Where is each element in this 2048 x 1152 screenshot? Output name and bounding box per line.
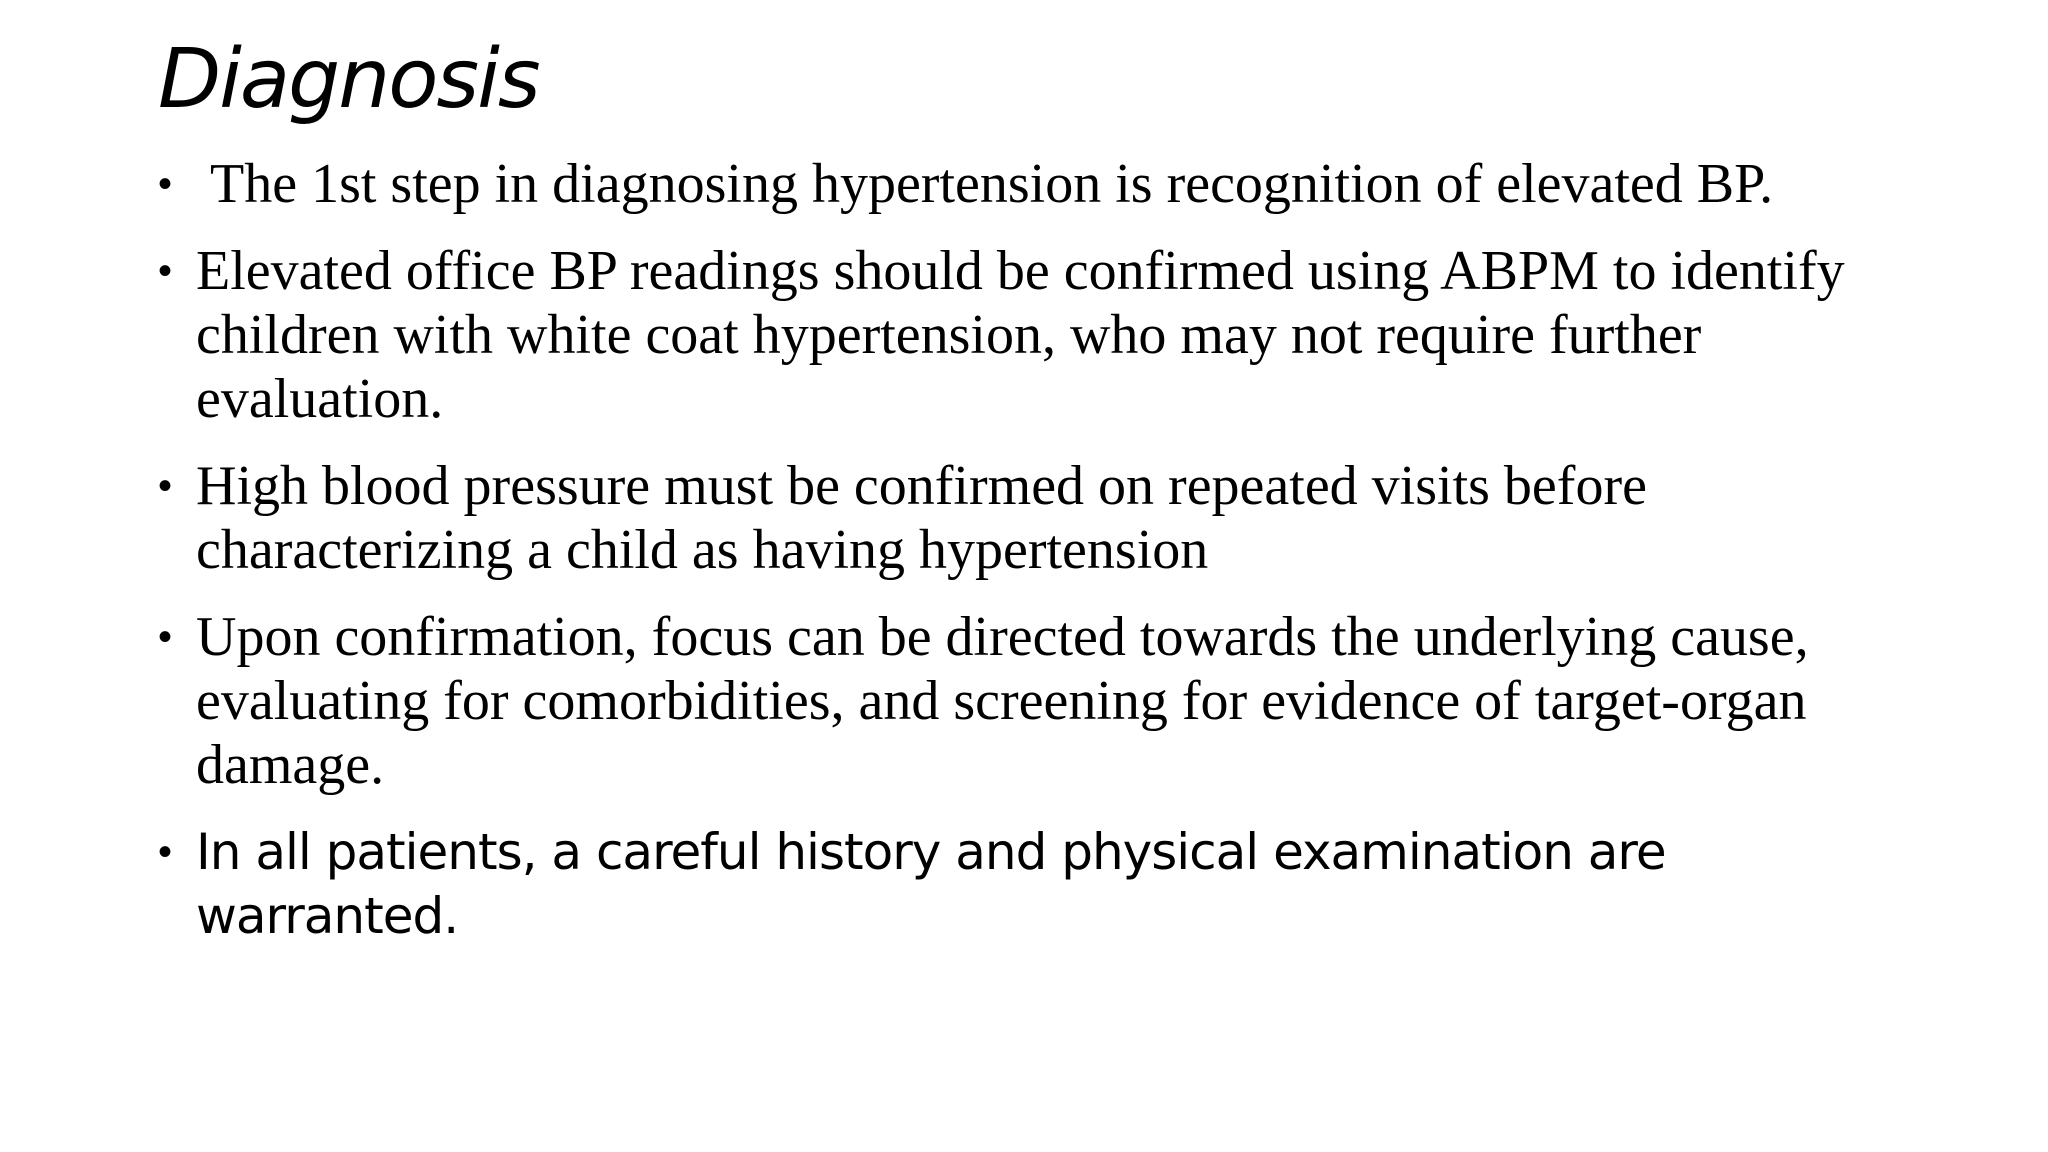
bullet-text: High blood pressure must be confirmed on repeated visits before characterizing a child as having hypertension [196, 455, 1647, 581]
bullet-dot-icon: • [158, 464, 173, 508]
bullet-item [158, 152, 1918, 216]
bullet-dot-icon: • [158, 615, 173, 659]
bullet-item [158, 820, 1918, 948]
bullet-text: Elevated office BP readings should be confirmed using ABPM to identify children with white coat hypertension, who may not require further evaluation. [196, 240, 1845, 430]
slide-title: Diagnosis [158, 32, 539, 127]
bullet-item [158, 454, 1918, 582]
bullet-text: In all patients, a careful history and physical examination are warranted. [196, 823, 1666, 945]
bullet-dot-icon: • [158, 249, 173, 293]
bullet-dot-icon: • [158, 162, 173, 206]
bullet-item [158, 239, 1918, 431]
bullet-dot-icon: • [158, 830, 173, 874]
bullet-item [158, 605, 1918, 797]
bullet-text: Upon confirmation, focus can be directed towards the underlying cause, evaluating for comorbidities, and screening for evidence of target-organ damage. [196, 606, 1809, 796]
bullet-list [158, 152, 1918, 971]
bullet-text: The 1st step in diagnosing hypertension is recognition of elevated BP. [210, 153, 1774, 215]
